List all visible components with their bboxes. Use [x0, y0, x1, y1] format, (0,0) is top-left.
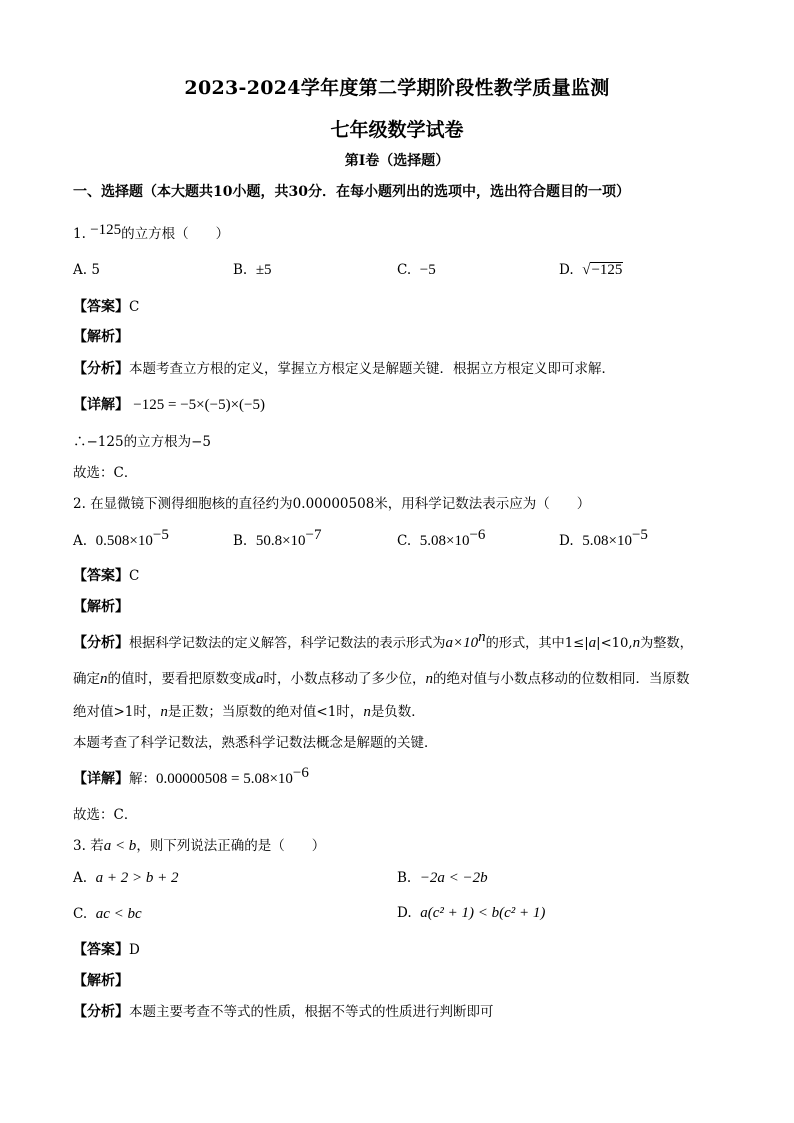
exam-title: 2023-2024学年度第二学期阶段性教学质量监测 — [184, 77, 610, 99]
option-value: a + 2 > b + 2 — [95, 870, 179, 886]
question-number: 1. — [73, 226, 86, 242]
variable: n — [425, 671, 433, 687]
option-label: C. — [397, 262, 412, 278]
option-label: A. — [73, 870, 88, 886]
detail-expression: −125 = −5×(−5)×(−5) — [133, 397, 265, 413]
q3-stem-text: 若 — [90, 838, 104, 854]
q1-option-a: A. 5 — [73, 262, 100, 278]
variable: n — [160, 704, 168, 720]
q1-expression: −125 — [90, 222, 122, 238]
answer-label: 【答案】 — [73, 942, 129, 958]
option-value: ac < bc — [95, 906, 142, 922]
q1-therefore: ∴−125的立方根为−5 — [73, 434, 211, 450]
option-label: D. — [559, 262, 574, 278]
q3-option-c — [73, 905, 142, 923]
q2-fenxi-line-3 — [73, 703, 425, 721]
q3-analysis-label: 【解析】 — [73, 973, 129, 989]
q2-fenxi-line-2 — [73, 670, 690, 688]
fenxi-text: 的形式，其中1≤| — [485, 636, 589, 651]
option-value: −125 — [591, 262, 623, 278]
q2-detail — [73, 765, 309, 788]
formula: a×10 — [445, 635, 479, 651]
exam-subtitle: 七年级数学试卷 — [330, 119, 464, 141]
option-label: B. — [233, 533, 248, 549]
question-number: 3. — [73, 838, 86, 854]
detail-label: 【详解】 — [73, 397, 129, 413]
q3-expression: a < b — [103, 838, 137, 854]
q2-stem-text: 在显微镜下测得细胞核的直径约为0.00000508米，用科学记数法表示应为（ ） — [90, 496, 591, 512]
option-value: 5.08×10 — [582, 533, 632, 549]
q2-conclusion: 故选：C． — [73, 807, 138, 823]
question-2-stem — [73, 495, 590, 513]
option-exponent: −5 — [152, 527, 169, 543]
detail-exponent: −6 — [292, 765, 309, 781]
fenxi-text: 本题考查立方根的定义，掌握立方根定义是解题关键．根据立方根定义即可求解． — [129, 361, 615, 377]
option-label: B. — [397, 870, 412, 886]
question-3-stem — [73, 837, 325, 855]
q2-option-b — [233, 527, 322, 550]
q1-fenxi — [73, 360, 615, 378]
option-exponent: −5 — [631, 527, 648, 543]
q2-fenxi-line-4: 本题考查了科学记数法，熟悉科学记数法概念是解题的关键． — [73, 735, 438, 751]
q1-detail — [73, 396, 265, 414]
q2-analysis-label: 【解析】 — [73, 599, 129, 615]
option-label: D. — [397, 905, 412, 921]
fenxi-text: 是负数． — [370, 704, 425, 720]
q3-option-d — [397, 904, 545, 922]
variable: n — [632, 635, 641, 651]
fenxi-text: 的绝对值与小数点移动的位数相同．当原数 — [433, 671, 690, 687]
q1-stem-text: 的立方根（ ） — [121, 226, 230, 242]
q2-option-d — [559, 527, 648, 550]
question-1-stem — [73, 221, 229, 243]
q1-option-b — [233, 261, 272, 279]
option-value: 0.508×10 — [95, 533, 153, 549]
option-value: −2a < −2b — [419, 870, 488, 886]
fenxi-text: 的值时，要看把原数变成 — [107, 671, 256, 687]
detail-expression: 0.00000508 = 5.08×10 — [156, 771, 293, 787]
q3-answer — [73, 941, 140, 959]
fenxi-text: |<10, — [596, 636, 633, 651]
fenxi-text: 为整数， — [640, 636, 693, 651]
option-label: D. — [559, 533, 574, 549]
fenxi-label: 【分析】 — [73, 635, 129, 651]
fenxi-text: 确定 — [73, 671, 100, 687]
detail-prefix: 解： — [129, 771, 156, 787]
q1-answer — [73, 298, 139, 316]
option-value: 50.8×10 — [255, 533, 306, 549]
variable: n — [363, 704, 371, 720]
option-value: ±5 — [255, 262, 272, 278]
option-value: 5.08×10 — [419, 533, 470, 549]
section-title: 第Ⅰ卷（选择题） — [344, 153, 450, 169]
q2-fenxi-line-1 — [73, 629, 693, 653]
formula-exponent: n — [478, 629, 486, 645]
option-label: C. — [73, 906, 88, 922]
option-label: C. — [397, 533, 412, 549]
option-exponent: −7 — [305, 527, 322, 543]
fenxi-text: 是正数；当原数的绝对值<1时， — [167, 704, 364, 720]
q1-option-d — [559, 261, 623, 279]
answer-value: C — [129, 568, 140, 584]
fenxi-text: 时，小数点移动了多少位， — [263, 671, 426, 687]
answer-value: D — [129, 942, 140, 958]
detail-label: 【详解】 — [73, 771, 129, 787]
q1-analysis-label: 【解析】 — [73, 329, 129, 345]
variable: n — [100, 671, 108, 687]
q3-stem-text: ，则下列说法正确的是（ ） — [136, 838, 326, 854]
option-label: A. — [73, 533, 88, 549]
variable: a — [256, 671, 264, 687]
q1-option-c — [397, 261, 436, 279]
q2-option-c — [397, 527, 486, 550]
option-exponent: −6 — [469, 527, 486, 543]
answer-label: 【答案】 — [73, 299, 129, 315]
q1-conclusion: 故选：C． — [73, 465, 138, 481]
fenxi-text: 本题主要考查不等式的性质，根据不等式的性质进行判断即可 — [129, 1004, 494, 1020]
answer-value: C — [129, 299, 140, 315]
option-value: −5 — [419, 262, 436, 278]
sqrt-symbol: √ — [582, 262, 591, 278]
variable: a — [588, 635, 597, 651]
fenxi-label: 【分析】 — [73, 1004, 129, 1020]
option-value: a(c² + 1) < b(c² + 1) — [420, 905, 546, 921]
q2-answer — [73, 567, 139, 585]
question-number: 2. — [73, 496, 86, 512]
part-one-heading: 一、选择题（本大题共10小题，共30分．在每小题列出的选项中，选出符合题目的一项） — [73, 184, 630, 200]
answer-label: 【答案】 — [73, 568, 129, 584]
q3-option-b — [397, 869, 488, 887]
fenxi-text: 根据科学记数法的定义解答，科学记数法的表示形式为 — [129, 636, 446, 651]
q2-option-a — [73, 527, 169, 550]
q3-fenxi — [73, 1003, 494, 1021]
fenxi-text: 绝对值>1时， — [73, 704, 161, 720]
fenxi-label: 【分析】 — [73, 361, 129, 377]
q3-option-a — [73, 869, 179, 887]
option-label: B. — [233, 262, 248, 278]
